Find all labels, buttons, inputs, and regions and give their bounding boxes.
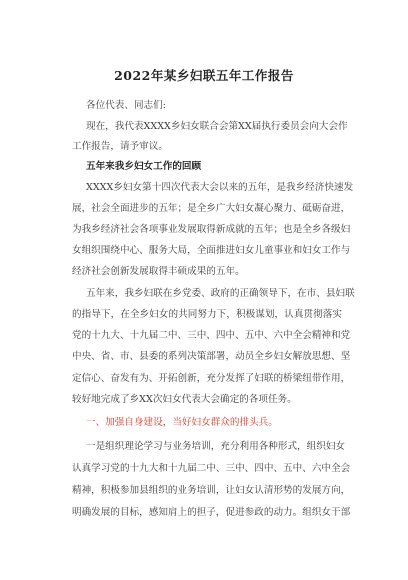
paragraph-line: 展，社会全面进步的五年；是全乡广大妇女凝心聚力、砥砺奋进， [72, 203, 351, 214]
paragraph-line: 的指导下，在全乡妇女的共同努力下，积极谋划，认真贯彻落实 [72, 309, 342, 320]
paragraph-line: 五年来，我乡妇联在乡党委、政府的正确领导下，在市、县妇联 [86, 288, 355, 299]
subsection-heading: 一、加强自身建设，当好妇女群众的排头兵。 [86, 417, 278, 428]
document-title: 2022年某乡妇联五年工作报告 [114, 68, 294, 83]
paragraph-line: 党的十九大、十九届二中、三中、四中、五中、六中全会精神和党 [72, 330, 351, 341]
paragraph-line: 为我乡经济社会各项事业发展取得新成就的五年；也是全乡各级妇 [72, 224, 351, 235]
paragraph-line: 工作报告，请予审议。 [72, 141, 168, 152]
paragraph-line: 定信心、奋发有为、开拓创新，充分发挥了妇联的桥梁纽带作用， [72, 373, 351, 384]
paragraph-line: 精神，积极参加县组织的业务培训，让妇女认清形势的发展方向， [72, 485, 351, 496]
section-heading: 五年来我乡妇女工作的回顾 [86, 161, 202, 172]
paragraph-line: 经济社会创新发展取得丰硕成果的五年。 [72, 266, 245, 277]
paragraph-line: 认真学习党的十九大和十九届二中、三中、四中、五中、六中全会 [72, 463, 351, 474]
paragraph-line: 女组织围绕中心、服务大局，全面推进妇女儿童事业和妇女工作与 [72, 245, 351, 256]
paragraph-line: 一是组织理论学习与业务培训，充分利用各种形式，组织妇女 [86, 441, 346, 452]
paragraph-line: XXXX乡妇女第十四次代表大会以来的五年，是我乡经济快速发 [86, 182, 354, 193]
paragraph-line: 较好地完成了乡XX次妇女代表大会确定的各项任务。 [72, 394, 297, 405]
paragraph-line: 明确发展的目标，感知肩上的担子，促进参政的动力。组织女干部 [72, 507, 351, 518]
paragraph-line: 现在，我代表XXXX乡妇女联合会第XX届执行委员会向大会作 [86, 121, 348, 132]
paragraph-line: 中央、省、市、县委的系列决策部署，动员全乡妇女解放思想、坚 [72, 351, 351, 362]
salutation-line: 各位代表、同志们: [86, 100, 166, 111]
